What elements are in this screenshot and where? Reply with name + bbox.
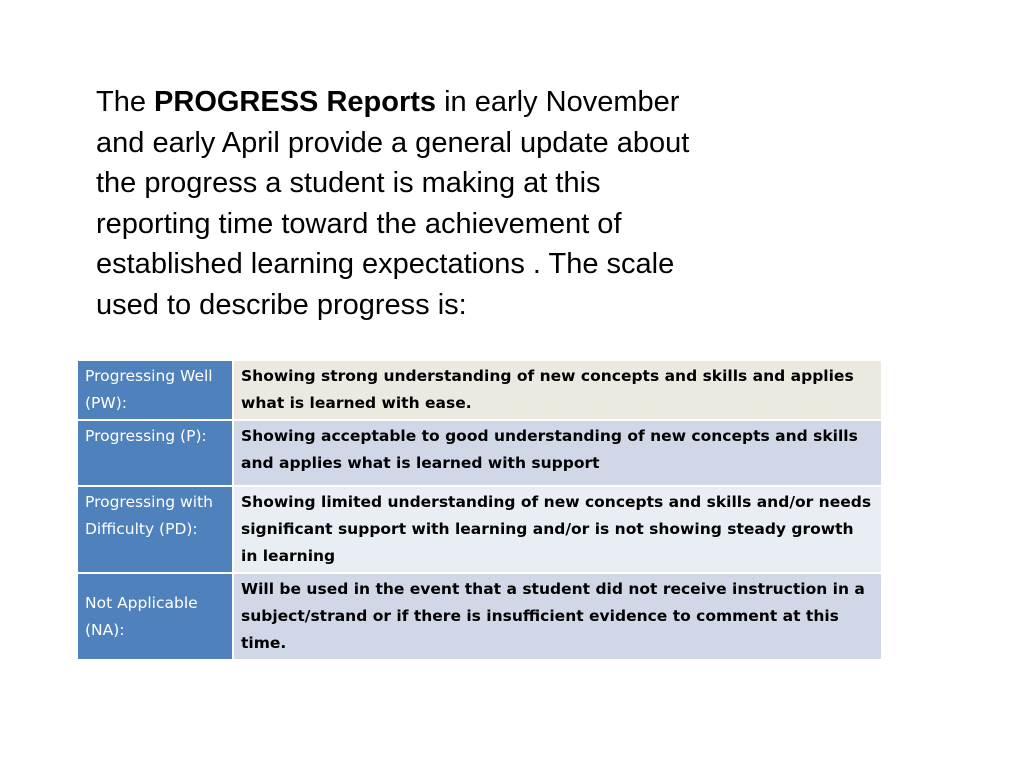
- scale-description-na: Will be used in the event that a student did not receive instruction in a subject/strand or if there is insufficient evidence to comment at this time.: [233, 573, 882, 660]
- intro-paragraph: [96, 82, 816, 325]
- progress-reports-emphasis: PROGRESS Reports: [154, 86, 437, 118]
- intro-line-6: used to describe progress is:: [96, 288, 467, 321]
- scale-term-na: Not Applicable (NA):: [77, 573, 233, 660]
- intro-line-5: established learning expectations . The scale: [96, 248, 675, 280]
- scale-description-pd: Showing limited understanding of new concepts and skills and/or needs significant support with learning and/or is not showing steady growth in learning: [233, 486, 882, 573]
- intro-line-4: reporting time toward the achievement of: [96, 207, 622, 240]
- scale-term-pw: Progressing Well (PW):: [77, 360, 233, 420]
- intro-line-3: the progress a student is making at this: [96, 167, 601, 199]
- intro-line-2: and early April provide a general update about: [96, 126, 690, 159]
- scale-description-p: Showing acceptable to good understanding of new concepts and skills and applies what is learned with support: [233, 420, 882, 486]
- scale-description-pw: Showing strong understanding of new concepts and skills and applies what is learned with ease.: [233, 360, 882, 420]
- table-row: [77, 360, 882, 420]
- table-row: [77, 420, 882, 486]
- scale-term-pd: Progressing with Difficulty (PD):: [77, 486, 233, 573]
- scale-term-p: Progressing (P):: [77, 420, 233, 486]
- intro-line-1: [96, 82, 816, 123]
- progress-scale-table: [76, 359, 883, 661]
- intro-line-1-end: in early November: [436, 86, 680, 118]
- intro-line-1-start: The: [96, 86, 155, 118]
- table-row: [77, 486, 882, 573]
- table-row: [77, 573, 882, 660]
